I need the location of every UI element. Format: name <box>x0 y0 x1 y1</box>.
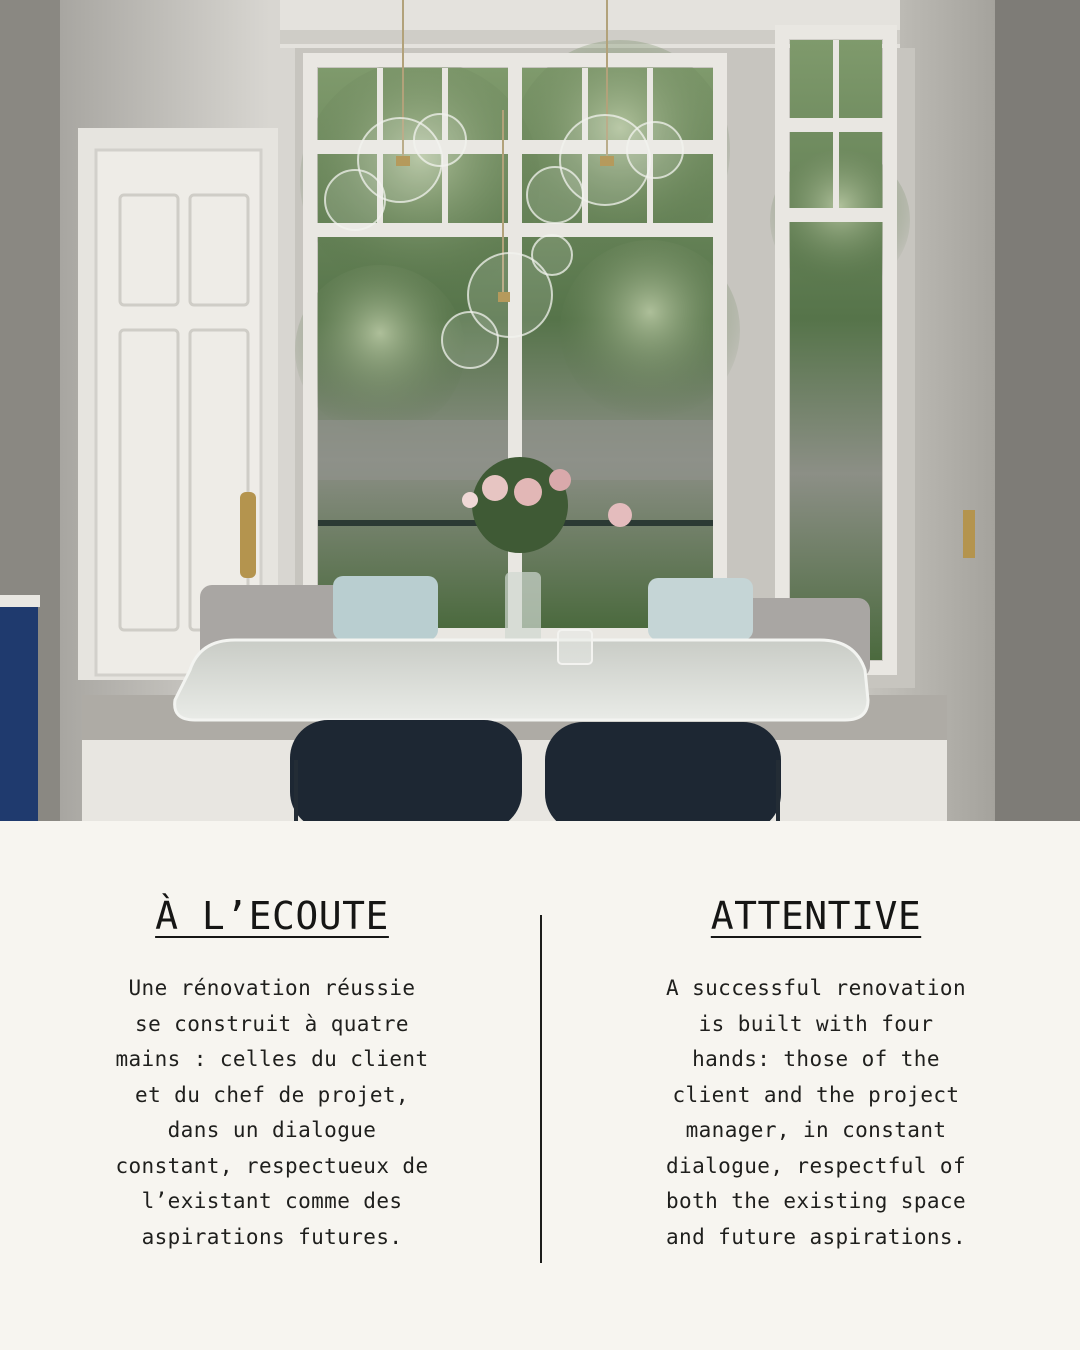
french-paragraph: Une rénovation réussie se construit à quatre mains : celles du client et du chef de projet, dans un dialogue constant, respectueux de l’existant comme des aspirations futures. <box>115 976 429 1249</box>
english-column <box>616 891 1016 1255</box>
text-section <box>0 821 1080 1350</box>
french-column <box>72 891 472 1255</box>
english-heading <box>616 891 1016 941</box>
english-paragraph: A successful renovation is built with four hands: those of the client and the project manager, in constant dialogue, respectful of both the existing space and future aspirations. <box>666 976 966 1249</box>
french-heading <box>72 891 472 941</box>
english-heading-text: ATTENTIVE <box>710 894 922 938</box>
vertical-divider <box>540 915 542 1263</box>
french-heading-text: À L’ECOUTE <box>155 894 389 938</box>
